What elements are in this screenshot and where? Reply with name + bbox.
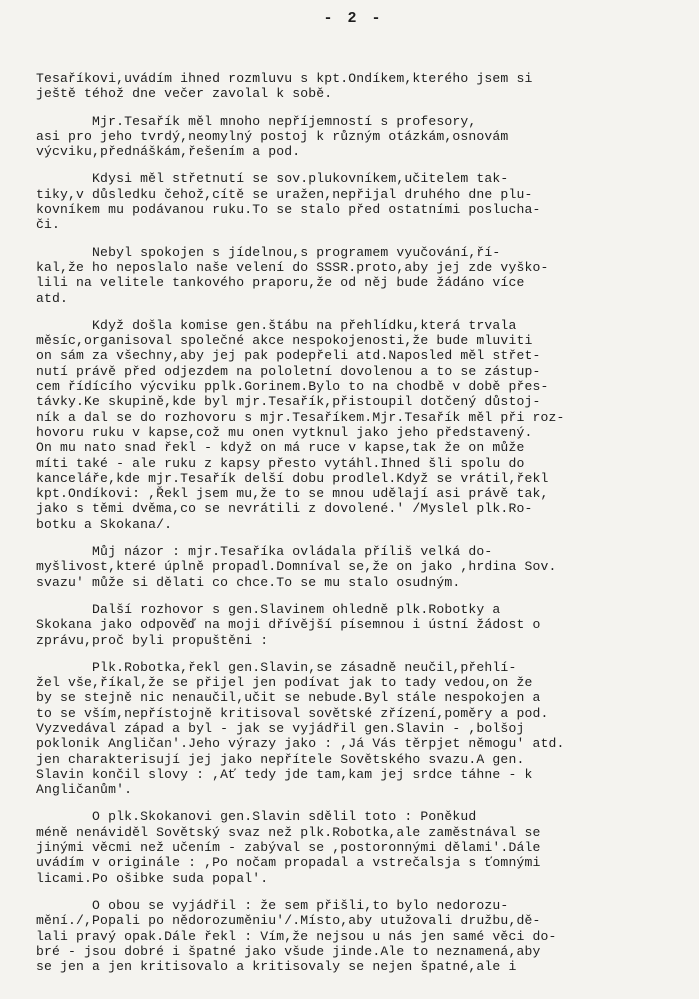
text-line: svazu' může si dělati co chce.To se mu stalo osudným. bbox=[36, 574, 461, 590]
text-line: Další rozhovor s gen.Slavinem ohledně plk.Robotky a bbox=[36, 601, 501, 617]
paragraph bbox=[36, 114, 671, 160]
text-line: výcviku,přednáškám,řešením a pod. bbox=[36, 144, 301, 160]
text-line: on sám za všechny,aby jej pak podepřeli atd.Naposled měl střet- bbox=[36, 348, 541, 364]
text-line: méně nenáviděl Sovětský svaz než plk.Robotka,ale zaměstnával se bbox=[36, 824, 541, 840]
text-line: kal,že ho neposlalo naše velení do SSSR.proto,aby jej zde vyško- bbox=[36, 259, 549, 275]
text-line: Můj názor : mjr.Tesaříka ovládala příliš velká do- bbox=[36, 544, 493, 560]
text-line: asi pro jeho tvrdý,neomylný postoj k různým otázkám,osnovám bbox=[36, 128, 509, 144]
text-line: tiky,v důsledku čehož,cítě se uražen,nepřijal druhého dne plu- bbox=[36, 186, 533, 202]
text-line: Tesaříkovi,uvádím ihned rozmluvu s kpt.Ondíkem,kterého jsem si bbox=[36, 71, 533, 86]
text-line: cem řídícího výcviku pplk.Gorinem.Bylo to na chodbě v době přes- bbox=[36, 379, 549, 395]
text-line: to se vším,nepřístojně kritisoval sovětské zřízení,poměry a pod. bbox=[36, 705, 549, 721]
text-line: Plk.Robotka,řekl gen.Slavin,se zásadně neučil,přehlí- bbox=[36, 659, 517, 675]
text-line: ník a dal se do rozhovoru s mjr.Tesaříkem.Mjr.Tesařík měl při roz- bbox=[36, 409, 565, 425]
text-line: uvádím v originále : ,Po nočam propadal a vstrečalsja s ťomnými bbox=[36, 855, 541, 871]
paragraph bbox=[36, 245, 671, 306]
text-line: poklonik Angličan'.Jeho výrazy jako : ,Já Vás těrpjet němogu' atd. bbox=[36, 736, 565, 752]
text-line: licami.Po ošibke suda popal'. bbox=[36, 870, 269, 886]
text-line: myšlivost,které úplně propadl.Domníval se,že on jako ,hrdina Sov. bbox=[36, 559, 557, 575]
text-line: Nebyl spokojen s jídelnou,s programem vyučování,ří- bbox=[36, 244, 501, 260]
text-line: jen charakterisují jej jako nepřítele Sovětského svazu.A gen. bbox=[36, 751, 525, 767]
paragraph bbox=[36, 318, 671, 532]
text-line: by se stejně nic nenaučil,učit se nebude.Byl stále nespokojen a bbox=[36, 690, 541, 706]
page-number: - 2 - bbox=[323, 10, 384, 27]
text-line: lili na velitele tankového praporu,že od něj bude žádáno více bbox=[36, 275, 525, 291]
text-line: Slavin končil slovy : ,Ať tedy jde tam,kam jej srdce táhne - k bbox=[36, 766, 533, 782]
text-line: zprávu,proč byli propuštěni : bbox=[36, 632, 269, 648]
text-line: míti také - ale ruku z kapsy přesto vytáhl.Ihned šli spolu do bbox=[36, 455, 525, 471]
document-body bbox=[36, 71, 671, 974]
text-line: O obou se vyjádřil : že sem přišli,to bylo nedorozu- bbox=[36, 897, 509, 913]
text-line: či. bbox=[36, 217, 61, 233]
text-line: távky.Ke skupině,kde byl mjr.Tesařík,přistoupil dotčený důstoj- bbox=[36, 394, 541, 410]
text-line: Vyzvedával západ a byl - jak se vyjádřil gen.Slavin - ,bolšoj bbox=[36, 720, 525, 736]
text-line: mění./,Popali po nědorozuměniu'/.Místo,aby utužovali družbu,dě- bbox=[36, 913, 541, 929]
text-line: atd. bbox=[36, 290, 69, 306]
text-line: nutí právě před odjezdem na pololetní dovolenou a to se zástup- bbox=[36, 363, 541, 379]
paragraph bbox=[36, 544, 671, 590]
paragraph bbox=[36, 809, 671, 885]
text-line: Kdysi měl střetnutí se sov.plukovníkem,učitelem tak- bbox=[36, 171, 509, 187]
text-line: jako s těmi dvěma,co se nevrátili z dovolené.' /Myslel plk.Ro- bbox=[36, 501, 533, 517]
text-line: kpt.Ondíkovi: ,Řekl jsem mu,že to se mnou udělají asi právě tak, bbox=[36, 486, 549, 502]
text-line: hovoru ruku v kapse,což mu onen vytknul jako jeho představený. bbox=[36, 424, 533, 440]
paragraph bbox=[36, 171, 671, 232]
paragraph bbox=[36, 898, 671, 974]
text-line: Angličanům'. bbox=[36, 782, 133, 798]
text-line: Mjr.Tesařík měl mnoho nepříjemností s profesory, bbox=[36, 113, 477, 129]
text-line: lali pravý opak.Dále řekl : Vím,že nejsou u nás jen samé věci do- bbox=[36, 928, 557, 944]
text-line: žel vše,říkal,že se přijel jen podívat jak to tady vedou,on že bbox=[36, 675, 533, 691]
text-line: On mu nato snad řekl - když on má ruce v kapse,tak že on může bbox=[36, 440, 525, 456]
text-line: Když došla komise gen.štábu na přehlídku,která trvala bbox=[36, 317, 517, 333]
text-line: ještě téhož dne večer zavolal k sobě. bbox=[36, 86, 333, 102]
text-line: jinými věcmi než učením - zabýval se ,postoronnými dělami'.Dále bbox=[36, 840, 541, 856]
text-line: Skokana jako odpověď na moji dřívější písemnou i ústní žádost o bbox=[36, 617, 541, 633]
text-line: kovníkem mu podávanou ruku.To se stalo před ostatními posluchа- bbox=[36, 202, 541, 218]
paragraph bbox=[36, 602, 671, 648]
text-line: kanceláře,kde mjr.Tesařík delší dobu prodlel.Když se vrátil,řekl bbox=[36, 470, 549, 486]
paragraph bbox=[36, 71, 671, 102]
text-line: botku a Skokana/. bbox=[36, 516, 173, 532]
paragraph bbox=[36, 660, 671, 798]
text-line: bré - jsou dobré i špatné jako všude jinde.Ale to neznamená,aby bbox=[36, 943, 541, 959]
text-line: se jen a jen kritisovalo a kritisovaly se nejen špatné,ale i bbox=[36, 959, 517, 975]
text-line: O plk.Skokanovi gen.Slavin sdělil toto : Poněkud bbox=[36, 809, 477, 825]
text-line: měsíc,organisoval společné akce nespokojenosti,že bude mluviti bbox=[36, 333, 533, 349]
